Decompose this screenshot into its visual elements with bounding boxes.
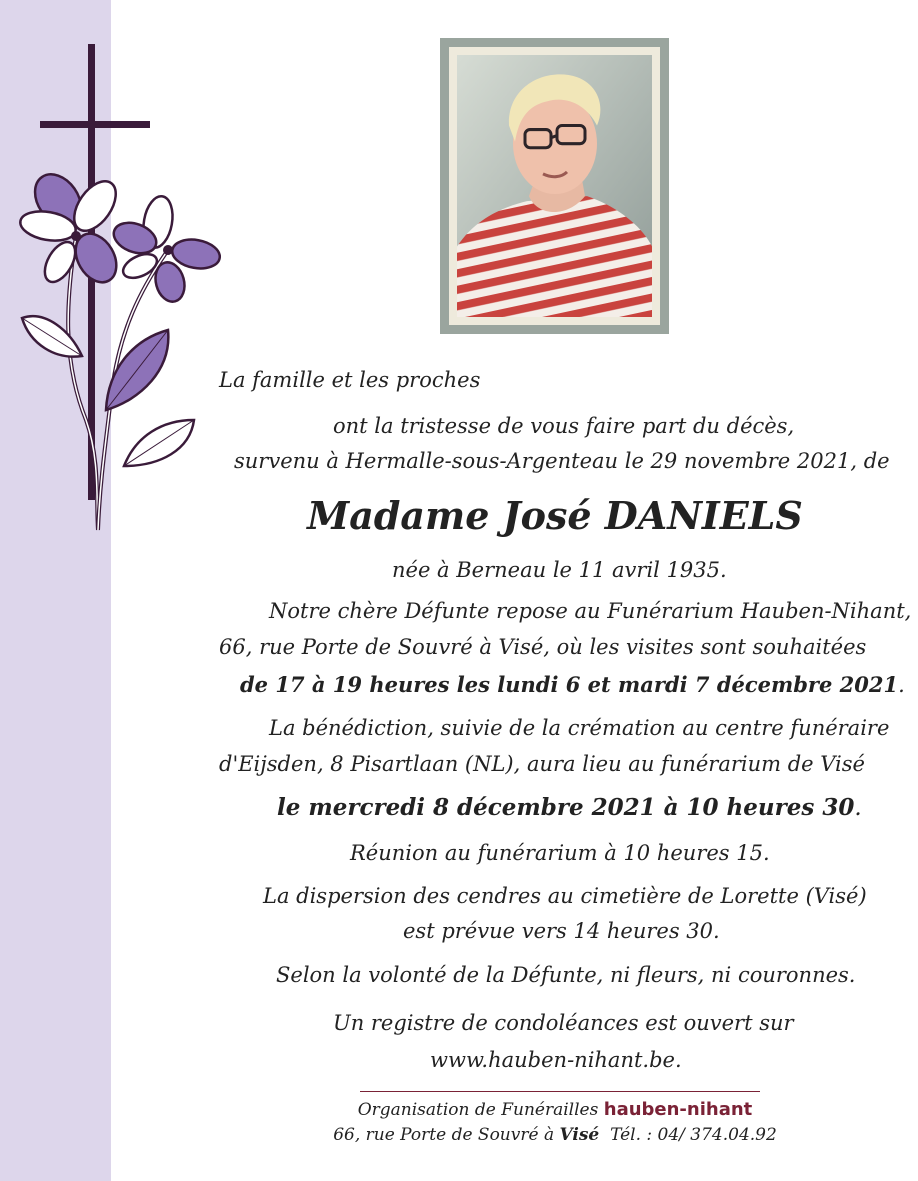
blessing-line-2: d'Eijsden, 8 Pisartlaan (NL), aura lieu au funérarium de Visé [219, 752, 865, 776]
visit-hours-end: . [898, 673, 905, 697]
cross-with-violets-icon [0, 0, 230, 560]
ceremony-date-end: . [854, 795, 862, 821]
visit-hours-bold: de 17 à 19 heures les lundi 6 et mardi 7 décembre 2021 [240, 672, 899, 697]
dispersion-line-1: La dispersion des cendres au cimetière de Lorette (Visé) [263, 884, 867, 908]
repose-line-2: 66, rue Porte de Souvré à Visé, où les visites sont souhaitées [219, 635, 867, 659]
footer-divider [360, 1091, 760, 1092]
dispersion-line-2: est prévue vers 14 heures 30. [403, 919, 720, 943]
footer-organisation [300, 1101, 810, 1119]
footer-address-prefix: 66, rue Porte de Souvré à [333, 1125, 555, 1145]
deceased-name: Madame José DANIELS [307, 493, 803, 538]
intro-text: La famille et les proches [219, 368, 481, 392]
footer-phone: Tél. : 04/ 374.04.92 [610, 1125, 777, 1145]
ceremony-date [277, 796, 862, 820]
footer-city: Visé [559, 1125, 600, 1145]
visit-hours [240, 674, 905, 696]
ceremony-date-bold: le mercredi 8 décembre 2021 à 10 heures 30 [277, 794, 855, 821]
notice-line: ont la tristesse de vous faire part du décès, [333, 414, 795, 438]
death-place-date: survenu à Hermalle-sous-Argenteau le 29 novembre 2021, de [234, 449, 890, 473]
portrait-frame [440, 38, 669, 334]
brand-logo: hauben-nihant [603, 1099, 753, 1120]
wish-text: Selon la volonté de la Défunte, ni fleurs, ni couronnes. [276, 963, 856, 987]
meeting-time: Réunion au funérarium à 10 heures 15. [350, 841, 770, 865]
portrait-photo [457, 55, 652, 317]
birth-info: née à Berneau le 11 avril 1935. [392, 558, 727, 582]
footer-address [300, 1127, 810, 1144]
footer-org-label: Organisation de Funérailles [357, 1100, 599, 1120]
repose-line-1: Notre chère Défunte repose au Funérarium Hauben-Nihant, [269, 599, 912, 623]
register-line-1: Un registre de condoléances est ouvert sur [333, 1011, 794, 1035]
register-website: www.hauben-nihant.be. [430, 1048, 682, 1072]
blessing-line-1: La bénédiction, suivie de la crémation au centre funéraire [269, 716, 890, 740]
